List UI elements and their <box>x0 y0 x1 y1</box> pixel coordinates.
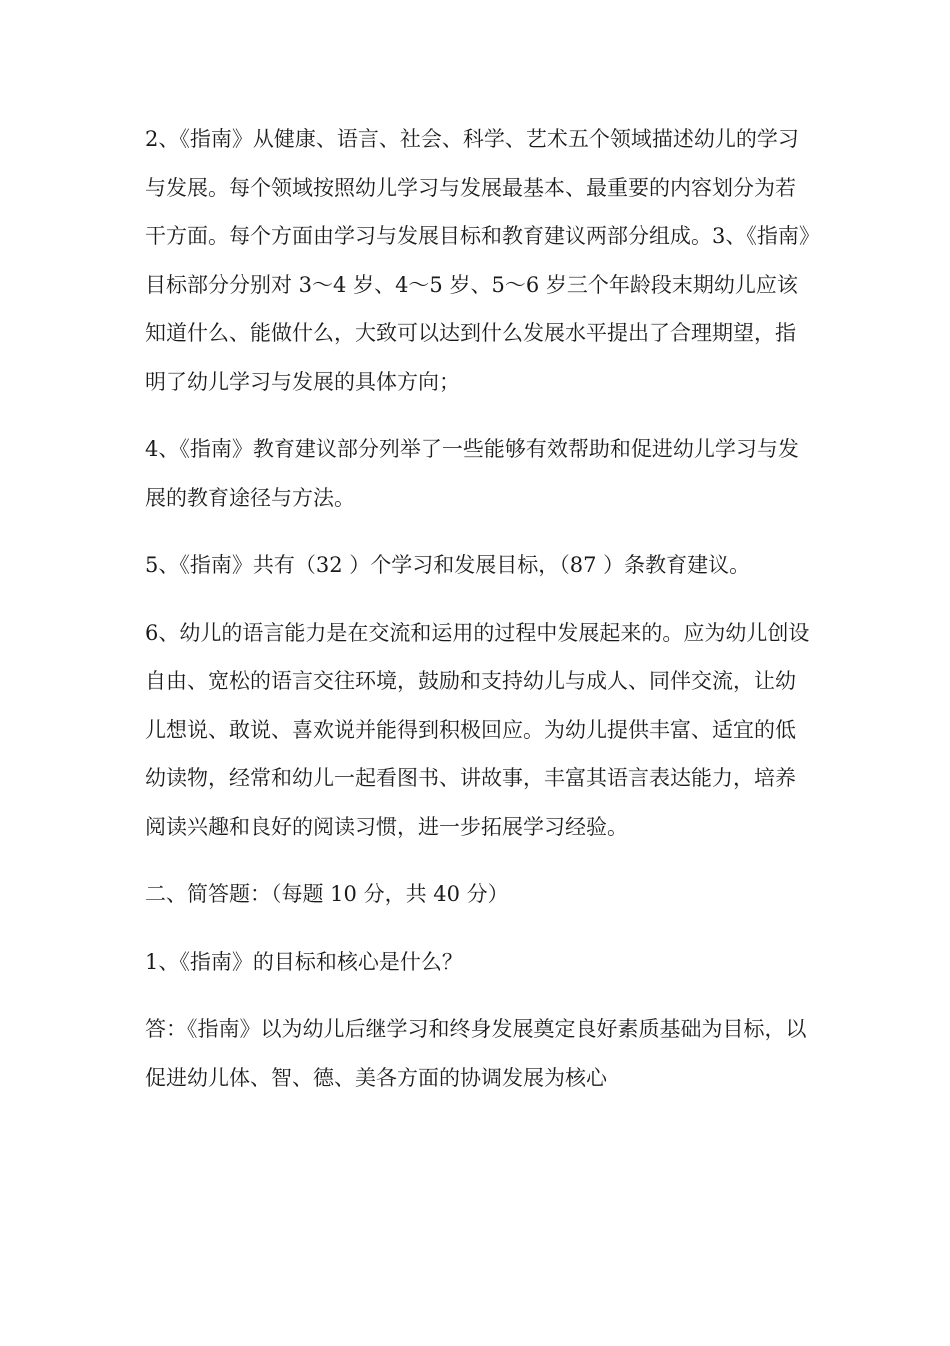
paragraph-item-5: 5、《指南》共有（32 ）个学习和发展目标，（87 ）条教育建议。 <box>145 553 751 577</box>
section-heading-short-answer: 二、简答题：（每题 10 分，共 40 分） <box>145 882 509 906</box>
paragraph-item-2-3: 2、《指南》从健康、语言、社会、科学、艺术五个领域描述幼儿的学习与发展。每个领域按照幼儿学习与发展最基本、最重要的内容划分为若干方面。每个方面由学习与发展目标和教育建议两部分组成。3、《指南》目标部分分别对 3～4 岁、4～5 岁、5～6 岁三个年龄段末期幼儿应该知道什么、能做什么，大致可以达到什么发展水平提出了合理期望，指明了幼儿学习与发展的具体方向； <box>145 127 810 394</box>
question-1: 1、《指南》的目标和核心是什么？ <box>145 949 463 974</box>
document-body <box>145 115 813 1121</box>
answer-1: 答：《指南》以为幼儿后继学习和终身发展奠定良好素质基础为目标，以促进幼儿体、智、德、美各方面的协调发展为核心 <box>145 1017 807 1090</box>
paragraph-item-4: 4、《指南》教育建议部分列举了一些能够有效帮助和促进幼儿学习与发展的教育途径与方法。 <box>145 437 799 510</box>
paragraph-item-6: 6、幼儿的语言能力是在交流和运用的过程中发展起来的。应为幼儿创设自由、宽松的语言交往环境，鼓励和支持幼儿与成人、同伴交流，让幼儿想说、敢说、喜欢说并能得到积极回应。为幼儿提供丰富、适宜的低幼读物，经常和幼儿一起看图书、讲故事，丰富其语言表达能力，培养阅读兴趣和良好的阅读习惯，进一步拓展学习经验。 <box>145 620 810 839</box>
